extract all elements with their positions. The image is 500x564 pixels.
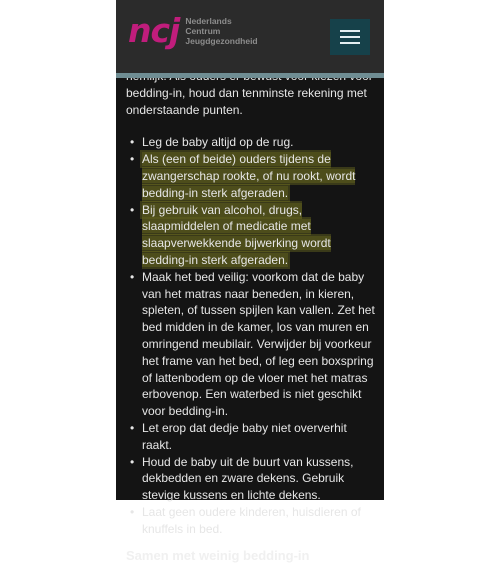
section-heading: Samen met weinig bedding-in <box>126 547 310 563</box>
list-item <box>126 504 376 538</box>
logo-mark: ncj <box>128 11 180 50</box>
highlighted-list-item-text: Bij gebruik van alcohol, drugs, slaapmiddelen of medicatie met slaapverwekkende bijwerking wordt bedding-in sterk afgeraden. <box>142 202 331 267</box>
list-item <box>126 134 376 151</box>
article-intro: bedding-in, houd dan tenminste rekening met onderstaande punten. <box>126 85 367 117</box>
reading-progress-bar <box>116 73 384 78</box>
logo-line: Nederlands <box>185 16 232 26</box>
ncj-logo[interactable] <box>128 11 258 50</box>
phone-screen <box>116 0 384 563</box>
advice-list <box>116 134 384 537</box>
list-item-text: Let erop dat dedje baby niet oververhit raakt. <box>142 420 347 452</box>
list-item-text: Houd de baby uit de buurt van kussens, dekbedden en zware dekens. Gebruik stevige kussens en lichte dekens. <box>142 454 354 503</box>
list-item <box>126 269 376 420</box>
list-item <box>126 202 376 269</box>
list-item <box>126 454 376 504</box>
logo-line: Jeugdgezondheid <box>185 36 258 46</box>
list-item <box>126 420 376 454</box>
list-item <box>126 151 376 201</box>
article-content <box>116 68 384 564</box>
logo-text <box>185 16 257 46</box>
list-item-text: Maak het bed veilig: voorkom dat de baby van het matras naar beneden, in kieren, spleten, of tussen spijlen kan vallen. Zet het bed midden in de kamer, los van muren en omringend meubilair. Verwijder bij voorkeur het frame van het bed, of leg een boxspring of lattenbodem op de vloer met het matras erbovenop. Een waterbed is niet geschikt voor bedding-in. <box>142 269 375 419</box>
menu-button[interactable] <box>330 19 370 55</box>
logo-line: Centrum <box>185 26 221 36</box>
list-item-text: Leg de baby altijd op de rug. <box>142 135 294 150</box>
highlighted-list-item-text: Als (een of beide) ouders tijdens de zwangerschap rookte, of nu rookt, wordt bedding-in sterk afgeraden. <box>142 152 356 200</box>
list-item-text: Laat geen oudere kinderen, huisdieren of knuffels in bed. <box>142 504 361 536</box>
site-header <box>116 0 384 73</box>
